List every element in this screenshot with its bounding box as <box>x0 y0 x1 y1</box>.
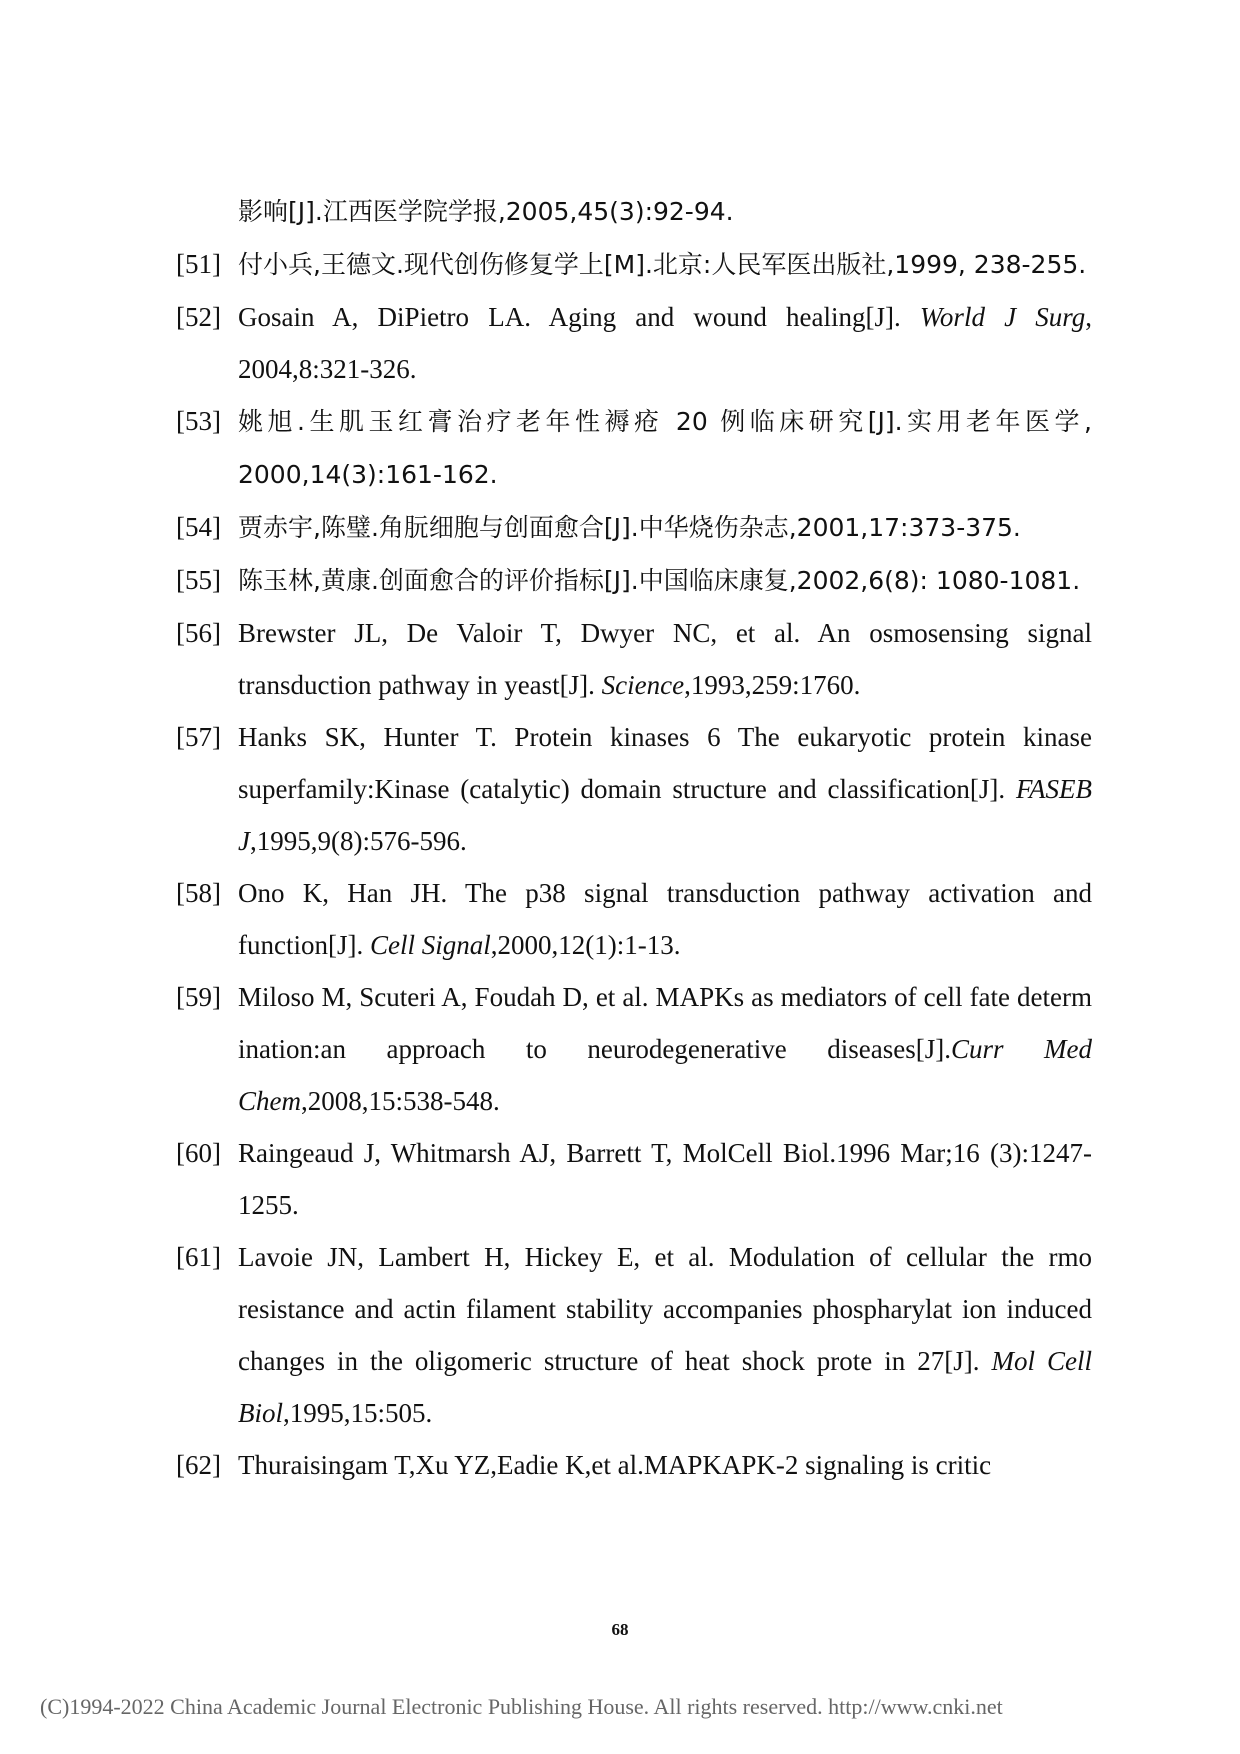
reference-number: [59] <box>176 982 221 1012</box>
reference-list <box>176 185 1092 1491</box>
reference-entry <box>176 554 1092 607</box>
citation-text: Raingeaud J, Whitmarsh AJ, Barrett T, MolCell Biol.1996 Mar;16 (3):1247-1255. <box>238 1138 1092 1220</box>
citation-text: ,2000,12(1):1-13. <box>490 930 681 960</box>
reference-text <box>238 238 1092 291</box>
citation-text: Brewster JL, De Valoir T, Dwyer NC, et al. An osmosensing signal transduction pathway in yeast[J]. <box>238 618 1092 700</box>
citation-text: 影响[J].江西医学院学报,2005,45(3):92-94. <box>238 197 734 226</box>
reference-entry <box>176 185 1092 238</box>
journal-title: World J Surg <box>919 302 1086 332</box>
reference-number: [61] <box>176 1242 221 1272</box>
citation-text: ,2008,15:538-548. <box>301 1086 500 1116</box>
reference-number: [58] <box>176 878 221 908</box>
citation-text: ,1995,9(8):576-596. <box>249 826 467 856</box>
reference-number: [55] <box>176 565 221 595</box>
reference-text <box>238 607 1092 711</box>
reference-entry <box>176 1127 1092 1231</box>
citation-text: ,1993,259:1760. <box>684 670 861 700</box>
reference-number: [62] <box>176 1450 221 1480</box>
journal-title: Science <box>601 670 685 700</box>
reference-text <box>238 185 1092 238</box>
reference-entry <box>176 867 1092 971</box>
citation-text: 陈玉林,黄康.创面愈合的评价指标[J].中国临床康复,2002,6(8): 1080-1081. <box>238 566 1081 595</box>
reference-entry <box>176 971 1092 1127</box>
reference-entry <box>176 501 1092 554</box>
reference-number: [51] <box>176 249 221 279</box>
reference-number: [60] <box>176 1138 221 1168</box>
citation-text: Ono K, Han JH. The p38 signal transduction pathway activation and function[J]. <box>238 878 1092 960</box>
reference-number: [56] <box>176 618 221 648</box>
citation-text: Lavoie JN, Lambert H, Hickey E, et al. Modulation of cellular the rmo resistance and actin filament stability accompanies phospharylat ion induced changes in the oligomeric structure of heat shock prote in 27[J]. <box>238 1242 1092 1376</box>
citation-text: , 2004,8:321-326. <box>238 302 1092 384</box>
reference-number: [53] <box>176 406 221 436</box>
citation-text: 姚旭.生肌玉红膏治疗老年性褥疮 20 例临床研究[J].实用老年医学, 2000,14(3):161-162. <box>238 407 1092 489</box>
reference-text <box>238 711 1092 867</box>
reference-text <box>238 1231 1092 1439</box>
citation-text: ,1995,15:505. <box>283 1398 433 1428</box>
citation-text: 付小兵,王德文.现代创伤修复学上[M].北京:人民军医出版社,1999, 238-255. <box>238 250 1087 279</box>
citation-text: Hanks SK, Hunter T. Protein kinases 6 The eukaryotic protein kinase superfamily:Kinase (catalytic) domain structure and classification[J]. <box>238 722 1092 804</box>
reference-text <box>238 1127 1092 1231</box>
reference-text <box>238 501 1092 554</box>
reference-entry <box>176 1439 1092 1491</box>
reference-text <box>238 1439 1092 1491</box>
reference-number: [57] <box>176 722 221 752</box>
reference-number: [52] <box>176 302 221 332</box>
reference-entry <box>176 1231 1092 1439</box>
reference-number: [54] <box>176 512 221 542</box>
journal-title: FASEB J <box>238 774 1092 856</box>
reference-entry <box>176 607 1092 711</box>
journal-title: Mol Cell Biol <box>238 1346 1092 1428</box>
reference-entry <box>176 291 1092 395</box>
reference-text <box>238 554 1092 607</box>
reference-entry <box>176 238 1092 291</box>
citation-text: Miloso M, Scuteri A, Foudah D, et al. MAPKs as mediators of cell fate determ ination:an approach to neurodegenerative diseases[J]. <box>238 982 1092 1064</box>
reference-entry <box>176 711 1092 867</box>
page-number: 68 <box>611 1620 629 1639</box>
copyright-notice: (C)1994-2022 China Academic Journal Electronic Publishing House. All rights reserved. http://www.cnki.net <box>40 1694 1003 1719</box>
citation-text: 贾赤宇,陈璧.角朊细胞与创面愈合[J].中华烧伤杂志,2001,17:373-375. <box>238 513 1021 542</box>
reference-text <box>238 395 1092 501</box>
reference-text <box>238 867 1092 971</box>
citation-text: Gosain A, DiPietro LA. Aging and wound healing[J]. <box>238 302 920 332</box>
reference-entry <box>176 395 1092 501</box>
journal-title: Cell Signal <box>369 930 491 960</box>
citation-text: Thuraisingam T,Xu YZ,Eadie K,et al.MAPKAPK-2 signaling is critic <box>238 1450 992 1480</box>
reference-text <box>238 291 1092 395</box>
reference-text <box>238 971 1092 1127</box>
journal-title: Curr Med Chem <box>238 1034 1092 1116</box>
